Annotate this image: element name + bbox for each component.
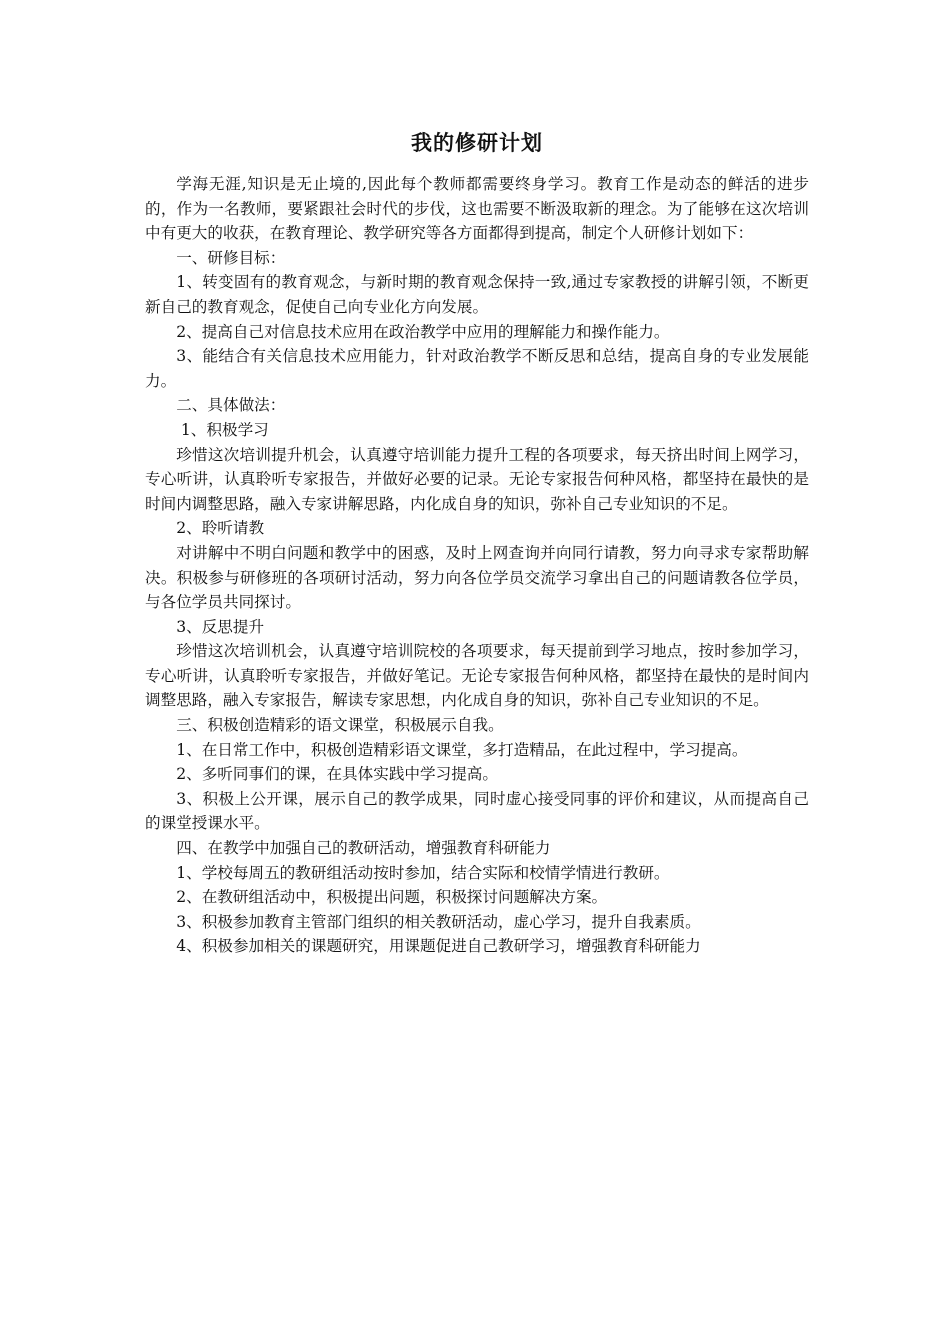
section-heading: 三、积极创造精彩的语文课堂，积极展示自我。 bbox=[176, 716, 504, 735]
paragraph: 对讲解中不明白问题和教学中的困惑，及时上网查询并向同行请教，努力向寻求专家帮助解决。积极参与研修班的各项研讨活动，努力向各位学员交流学习拿出自己的问题请教各位学员，与各位学员共同探讨。 bbox=[145, 543, 809, 612]
section-heading: 四、在教学中加强自己的教研活动，增强教育科研能力 bbox=[176, 839, 551, 858]
paragraph: 2、在教研组活动中，积极提出问题，积极探讨问题解决方案。 bbox=[176, 888, 608, 907]
subsection-heading: 1、积极学习 bbox=[180, 420, 269, 439]
section-heading: 二、具体做法： bbox=[176, 396, 286, 415]
subsection-heading: 2、聆听请教 bbox=[176, 519, 265, 538]
paragraph: 2、多听同事们的课，在具体实践中学习提高。 bbox=[176, 765, 498, 784]
paragraph: 珍惜这次培训提升机会，认真遵守培训能力提升工程的各项要求，每天挤出时间上网学习，专心听讲，认真聆听专家报告，并做好必要的记录。无论专家报告何种风格，都坚持在最快的是时间内调整思路，融入专家讲解思路，内化成自身的知识，弥补自己专业知识的不足。 bbox=[145, 445, 809, 513]
paragraph: 3、能结合有关信息技术应用能力，针对政治教学不断反思和总结，提高自身的专业发展能力。 bbox=[145, 347, 809, 390]
document-title: 我的修研计划 bbox=[411, 130, 543, 155]
paragraph: 1、在日常工作中，积极创造精彩语文课堂，多打造精品，在此过程中，学习提高。 bbox=[176, 740, 748, 759]
subsection-heading: 3、反思提升 bbox=[176, 617, 265, 636]
document-body bbox=[145, 172, 809, 959]
intro-paragraph: 学海无涯,知识是无止境的,因此每个教师都需要终身学习。教育工作是动态的鲜活的进步的，作为一名教师，要紧跟社会时代的步伐，这也需要不断汲取新的理念。为了能够在这次培训中有更大的收获，在教育理论、教学研究等各方面都得到提高，制定个人研修计划如下： bbox=[145, 175, 809, 243]
paragraph: 珍惜这次培训机会，认真遵守培训院校的各项要求，每天提前到学习地点，按时参加学习，专心听讲，认真聆听专家报告，并做好笔记。无论专家报告何种风格，都坚持在最快的是时间内调整思路，融入专家报告，解读专家思想，内化成自身的知识，弥补自己专业知识的不足。 bbox=[145, 642, 809, 710]
paragraph: 2、提高自己对信息技术应用在政治教学中应用的理解能力和操作能力。 bbox=[176, 322, 670, 341]
paragraph: 4、积极参加相关的课题研究，用课题促进自己教研学习，增强教育科研能力 bbox=[176, 937, 701, 956]
section-heading: 一、研修目标： bbox=[176, 248, 286, 267]
paragraph: 1、转变固有的教育观念，与新时期的教育观念保持一致,通过专家教授的讲解引领，不断更新自己的教育观念，促使自己向专业化方向发展。 bbox=[145, 273, 809, 316]
paragraph: 1、学校每周五的教研组活动按时参加，结合实际和校情学情进行教研。 bbox=[176, 863, 670, 882]
paragraph: 3、积极参加教育主管部门组织的相关教研活动，虚心学习，提升自我素质。 bbox=[176, 912, 701, 931]
paragraph: 3、积极上公开课，展示自己的教学成果，同时虚心接受同事的评价和建议，从而提高自己的课堂授课水平。 bbox=[145, 789, 809, 833]
document-page bbox=[145, 128, 809, 959]
